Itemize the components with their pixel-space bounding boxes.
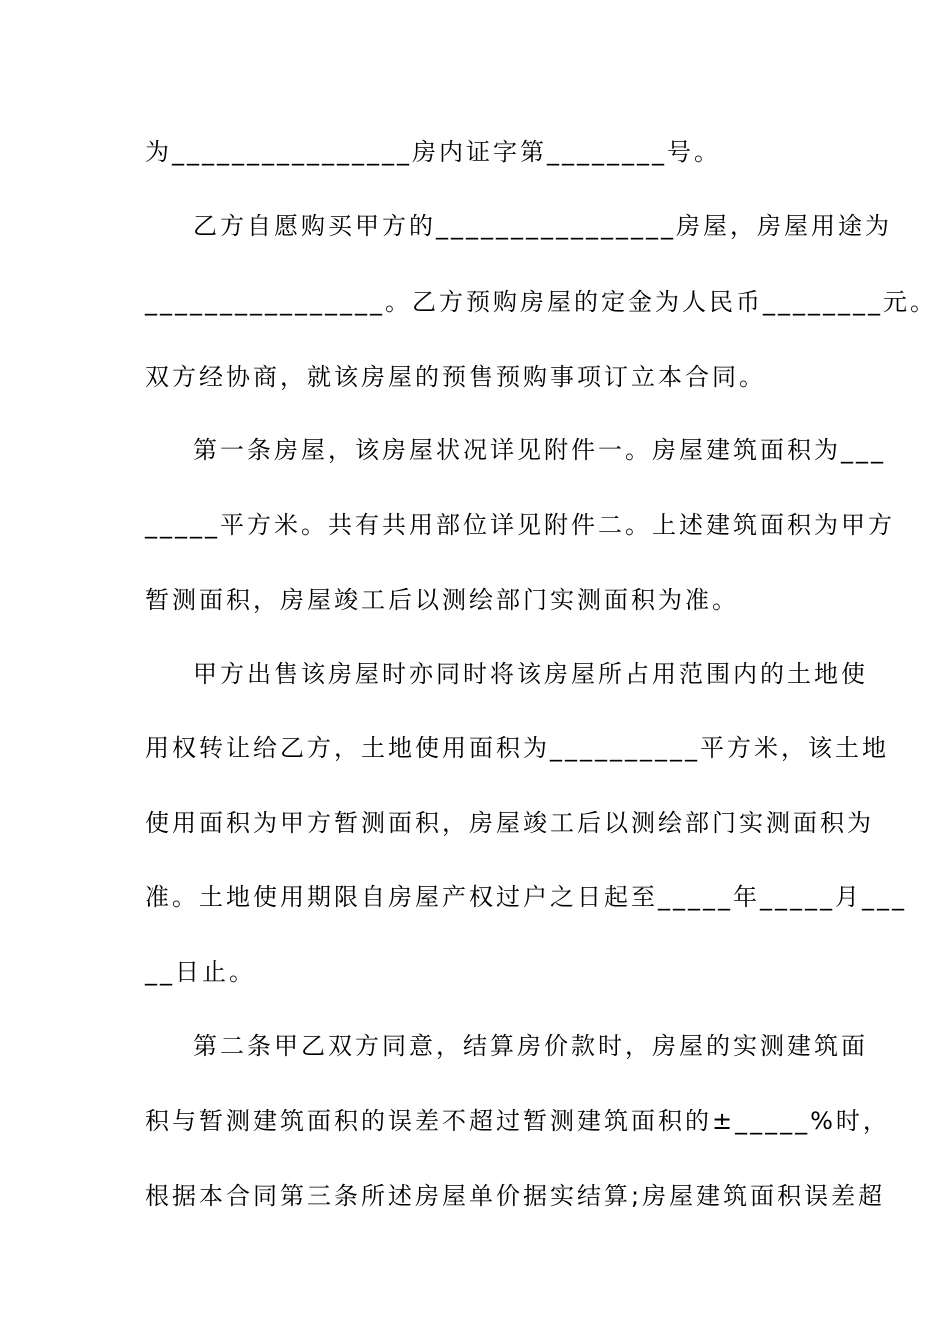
text-line-14: 积与暂测建筑面积的误差不超过暂测建筑面积的±_____%时，	[145, 1107, 890, 1135]
text-line-6: _____平方米。共有共用部位详见附件二。上述建筑面积为甲方	[145, 511, 895, 539]
text-line-1: 为________________房内证字第________号。	[145, 138, 721, 166]
text-line-3: ________________。乙方预购房屋的定金为人民币________元。	[145, 288, 937, 316]
text-line-12: __日止。	[145, 958, 256, 986]
text-line-8: 甲方出售该房屋时亦同时将该房屋所占用范围内的土地使	[193, 660, 868, 688]
text-line-15: 根据本合同第三条所述房屋单价据实结算;房屋建筑面积误差超	[145, 1182, 886, 1210]
text-line-2: 乙方自愿购买甲方的________________房屋，房屋用途为	[193, 212, 892, 240]
text-line-4: 双方经协商，就该房屋的预售预购事项订立本合同。	[145, 363, 766, 391]
text-line-11: 准。土地使用期限自房屋产权过户之日起至_____年_____月___	[145, 883, 907, 911]
text-line-9: 用权转让给乙方，土地使用面积为__________平方米，该土地	[145, 734, 889, 762]
text-line-10: 使用面积为甲方暂测面积，房屋竣工后以测绘部门实测面积为	[145, 809, 874, 837]
text-line-13: 第二条甲乙双方同意，结算房价款时，房屋的实测建筑面	[193, 1032, 868, 1060]
text-line-7: 暂测面积，房屋竣工后以测绘部门实测面积为准。	[145, 586, 739, 614]
text-line-5: 第一条房屋，该房屋状况详见附件一。房屋建筑面积为___	[193, 436, 886, 464]
